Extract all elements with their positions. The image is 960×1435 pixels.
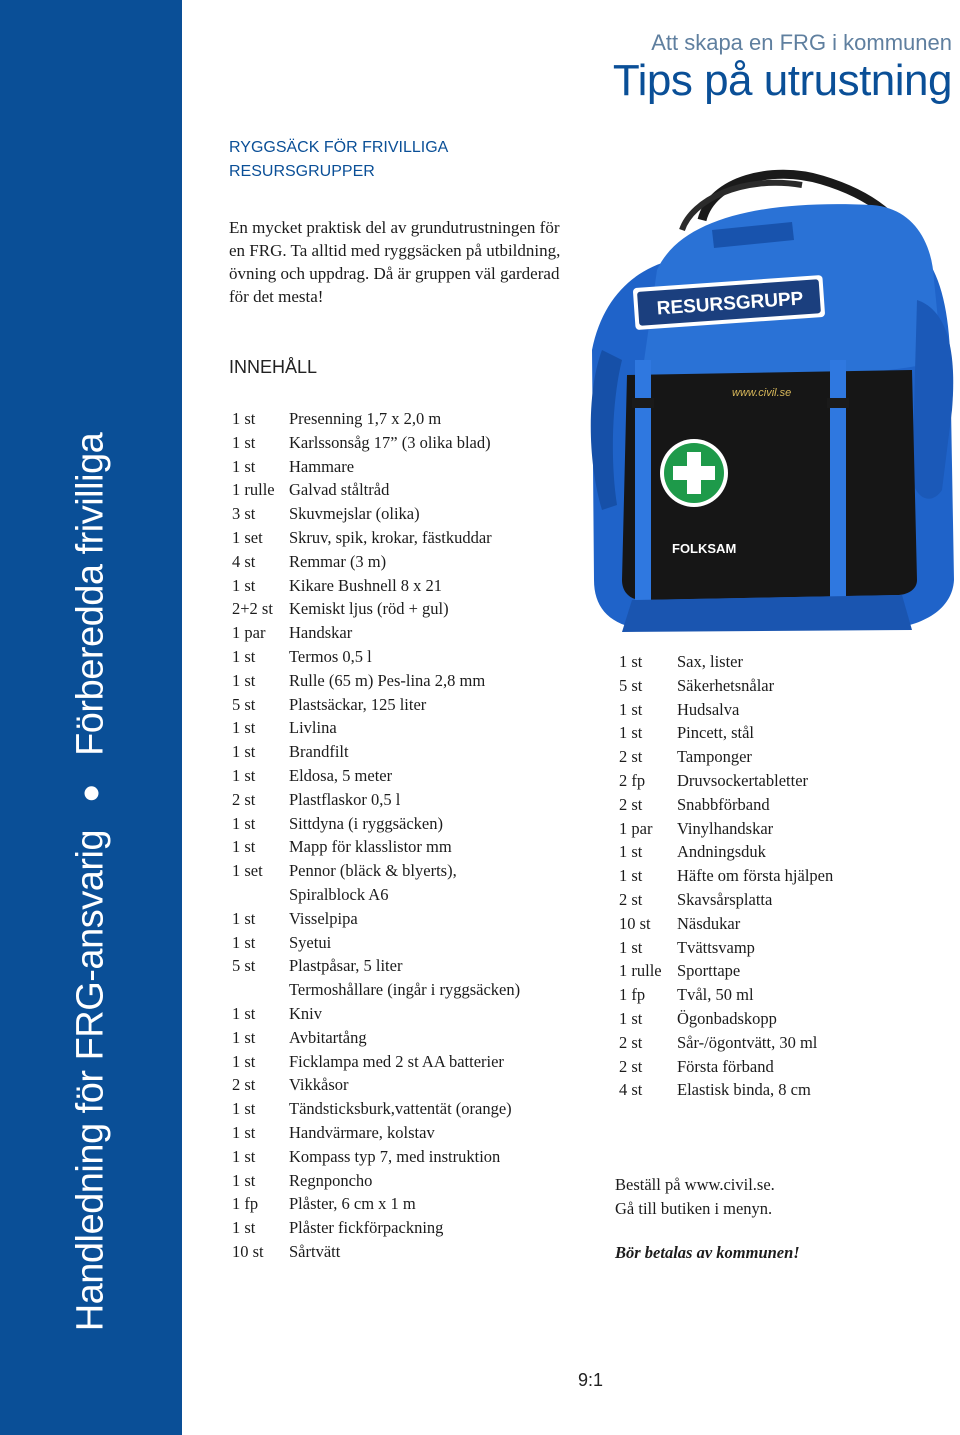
list-item [232,931,520,955]
item-name: Näsdukar [677,913,741,933]
item-name: Regnponcho [289,1170,373,1190]
item-quantity: 1 st [232,1027,256,1047]
item-name: Spiralblock A6 [289,884,389,904]
list-item [232,478,520,502]
item-name: Kikare Bushnell 8 x 21 [289,575,443,595]
item-name: Säkerhetsnålar [677,675,775,695]
item-quantity: 1 fp [619,985,646,1005]
list-item [619,793,833,817]
list-item [232,883,520,907]
item-quantity: 2 st [619,889,643,909]
list-item [619,745,833,769]
item-name: Plåster fickförpackning [289,1218,444,1238]
list-item [619,1031,833,1055]
list-item [232,550,520,574]
item-name: Andningsduk [677,842,766,862]
item-name: Hammare [289,456,355,476]
item-quantity: 1 st [619,866,643,886]
item-quantity: 1 st [232,742,256,762]
item-quantity: 1 st [232,575,256,595]
folksam-label: FOLKSAM [672,541,737,556]
item-quantity: 1 fp [232,1194,259,1214]
item-name: Hudsalva [677,699,740,719]
payment-note: Bör betalas av kommunen! [615,1243,800,1262]
item-name: Ögonbadskopp [677,1008,777,1028]
item-name: Tändsticksburk,vattentät (orange) [289,1099,512,1119]
item-quantity: 1 st [232,1146,256,1166]
item-name: Termoshållare (ingår i ryggsäcken) [289,980,521,1000]
buckle-right [827,398,849,408]
list-item [619,674,833,698]
list-item [232,1192,520,1216]
item-name: Rulle (65 m) Pes-lina 2,8 mm [289,670,486,690]
item-name: Ficklampa med 2 st AA batterier [289,1051,504,1071]
item-quantity: 1 st [232,765,256,785]
list-item [232,669,520,693]
item-name: Plastsäckar, 125 liter [289,694,427,714]
list-item [232,1002,520,1026]
item-quantity: 5 st [619,675,643,695]
list-item [232,1145,520,1169]
bullet-dot-icon [84,786,98,800]
list-item [619,769,833,793]
item-name: Karlssonsåg 17” (3 olika blad) [289,432,491,452]
item-name: Kemiskt ljus (röd + gul) [289,599,449,619]
order-info [615,1173,775,1221]
item-name: Första förband [677,1056,774,1076]
item-name: Handvärmare, kolstav [289,1122,435,1142]
item-quantity: 1 st [232,837,256,857]
list-item [232,597,520,621]
sidebar-title [70,433,113,1332]
item-name: Plastflaskor 0,5 l [289,789,401,809]
item-name: Sax, lister [677,652,743,671]
list-item [232,1240,520,1264]
list-item [232,621,520,645]
list-item [232,574,520,598]
item-quantity: 1 rulle [232,480,275,500]
item-quantity: 10 st [232,1241,264,1261]
item-name: Brandfilt [289,742,349,762]
item-name: Galvad ståltråd [289,480,390,500]
item-name: Handskar [289,623,353,643]
item-quantity: 1 st [619,842,643,862]
item-name: Termos 0,5 l [289,646,372,666]
list-item [619,1007,833,1031]
item-name: Mapp för klasslistor mm [289,837,452,857]
list-item [619,650,833,674]
contents-heading: INNEHÅLL [229,357,318,377]
item-name: Elastisk binda, 8 cm [677,1080,811,1100]
item-quantity: 2 st [619,794,643,814]
item-quantity: 1 st [619,1008,643,1028]
backpack-photo [572,160,960,635]
item-name: Häfte om första hjälpen [677,866,834,886]
item-name: Druvsockertabletter [677,770,809,790]
item-quantity: 1 rulle [619,961,662,981]
item-quantity: 1 st [232,1003,256,1023]
item-quantity: 2 fp [619,770,646,790]
item-quantity: 1 st [232,1051,256,1071]
list-item [619,864,833,888]
item-name: Plastpåsar, 5 liter [289,956,403,976]
item-quantity: 1 st [232,1122,256,1142]
item-quantity: 1 par [619,818,653,838]
item-name: Vikkåsor [289,1075,349,1095]
item-quantity: 2 st [232,789,256,809]
list-item [232,526,520,550]
strap-right [830,360,846,600]
list-item [619,959,833,983]
list-item [232,788,520,812]
equipment-list [232,407,520,1264]
list-item [619,817,833,841]
item-name: Tamponger [677,747,752,767]
page-number: 9:1 [578,1370,604,1390]
item-quantity: 1 st [619,652,643,671]
item-quantity: 1 st [619,937,643,957]
list-item [619,936,833,960]
item-quantity: 5 st [232,956,256,976]
list-item [232,740,520,764]
list-item [619,1055,833,1079]
first-aid-list [619,650,833,1102]
item-name: Visselpipa [289,908,358,928]
item-name: Sittdyna (i ryggsäcken) [289,813,443,833]
list-item [232,645,520,669]
item-name: Skruv, spik, krokar, fästkuddar [289,527,492,547]
item-name: Presenning 1,7 x 2,0 m [289,409,442,428]
item-quantity: 1 st [232,670,256,690]
item-quantity: 1 st [232,456,256,476]
item-quantity [232,978,289,1002]
item-quantity: 1 st [232,646,256,666]
item-name: Kniv [289,1003,322,1023]
page-title: Tips på utrustning [612,56,952,105]
intro-paragraph: En mycket praktisk del av grundutrustningen för en FRG. Ta alltid med ryggsäcken på utbildning, övning och uppdrag. Då är gruppen väl garderad för det mesta! [229,218,561,306]
list-item [232,859,520,883]
item-quantity: 1 st [232,813,256,833]
item-name: Eldosa, 5 meter [289,765,393,785]
list-item [619,721,833,745]
list-item [232,764,520,788]
item-name: Pincett, stål [677,723,754,743]
item-quantity: 1 st [619,699,643,719]
item-quantity: 2 st [232,1075,256,1095]
item-quantity: 1 st [232,1099,256,1119]
item-quantity: 4 st [619,1080,643,1100]
list-item [232,407,520,431]
sidebar [0,0,182,1435]
item-quantity: 1 st [232,908,256,928]
buckle-left [632,398,654,408]
item-name: Sår-/ögontvätt, 30 ml [677,1032,818,1052]
item-quantity: 1 set [232,527,263,547]
pocket-url: www.civil.se [732,387,792,399]
section-heading-line2: RESURSGRUPPER [229,163,375,180]
item-quantity: 4 st [232,551,256,571]
list-item [232,502,520,526]
item-name: Sårtvätt [289,1241,341,1261]
item-name: Kompass typ 7, med instruktion [289,1146,501,1166]
item-name: Pennor (bläck & blyerts), [289,861,457,881]
section-heading-line1: RYGGSÄCK FÖR FRIVILLIGA [229,139,449,156]
item-quantity: 1 st [619,723,643,743]
item-quantity: 1 st [232,1170,256,1190]
list-item [619,912,833,936]
header-subtitle: Att skapa en FRG i kommunen [651,30,952,55]
item-quantity: 1 st [232,432,256,452]
list-item [619,698,833,722]
section-heading [229,136,549,184]
list-item [232,812,520,836]
list-item [232,954,520,978]
strap-left [635,360,651,600]
item-quantity: 2 st [619,747,643,767]
item-name: Plåster, 6 cm x 1 m [289,1194,416,1214]
item-name: Vinylhandskar [677,818,774,838]
item-quantity: 10 st [619,913,651,933]
item-quantity: 2+2 st [232,599,273,619]
item-name: Remmar (3 m) [289,551,387,571]
backpack-bottom [622,595,912,632]
list-item [619,840,833,864]
item-name: Skavsårsplatta [677,889,773,909]
item-name: Tvål, 50 ml [677,985,754,1005]
list-item [232,1097,520,1121]
item-quantity: 1 st [232,409,256,428]
item-quantity: 1 par [232,623,266,643]
item-quantity: 5 st [232,694,256,714]
item-name: Avbitartång [289,1027,367,1047]
list-item [232,978,520,1002]
sidebar-left-text: Handledning för FRG-ansvarig [69,829,112,1332]
item-name: Skuvmejslar (olika) [289,504,420,524]
order-line-1: Beställ på www.civil.se. [615,1175,775,1194]
list-item [232,431,520,455]
item-quantity: 2 st [619,1032,643,1052]
list-item [619,983,833,1007]
item-name: Livlina [289,718,337,738]
list-item [232,1169,520,1193]
item-quantity: 1 st [232,718,256,738]
list-item [232,1121,520,1145]
list-item [619,1078,833,1102]
list-item [232,1073,520,1097]
list-item [232,1026,520,1050]
list-item [232,1050,520,1074]
list-item [232,716,520,740]
sidebar-right-text: Förberedda frivilliga [69,432,112,756]
list-item [232,455,520,479]
list-item [232,693,520,717]
item-quantity: 1 st [232,932,256,952]
list-item [232,835,520,859]
item-quantity: 2 st [619,1056,643,1076]
item-quantity: 1 set [232,861,263,881]
item-quantity: 1 st [232,1218,256,1238]
badge-text: RESURSGRUPP [656,288,805,320]
item-name: Sporttape [677,961,741,981]
item-name: Snabbförband [677,794,770,814]
list-item [232,1216,520,1240]
order-line-2: Gå till butiken i menyn. [615,1198,773,1218]
item-quantity: 3 st [232,504,256,524]
item-quantity [232,883,289,907]
list-item [232,907,520,931]
list-item [619,888,833,912]
item-name: Syetui [289,932,332,952]
item-name: Tvättsvamp [677,937,755,957]
